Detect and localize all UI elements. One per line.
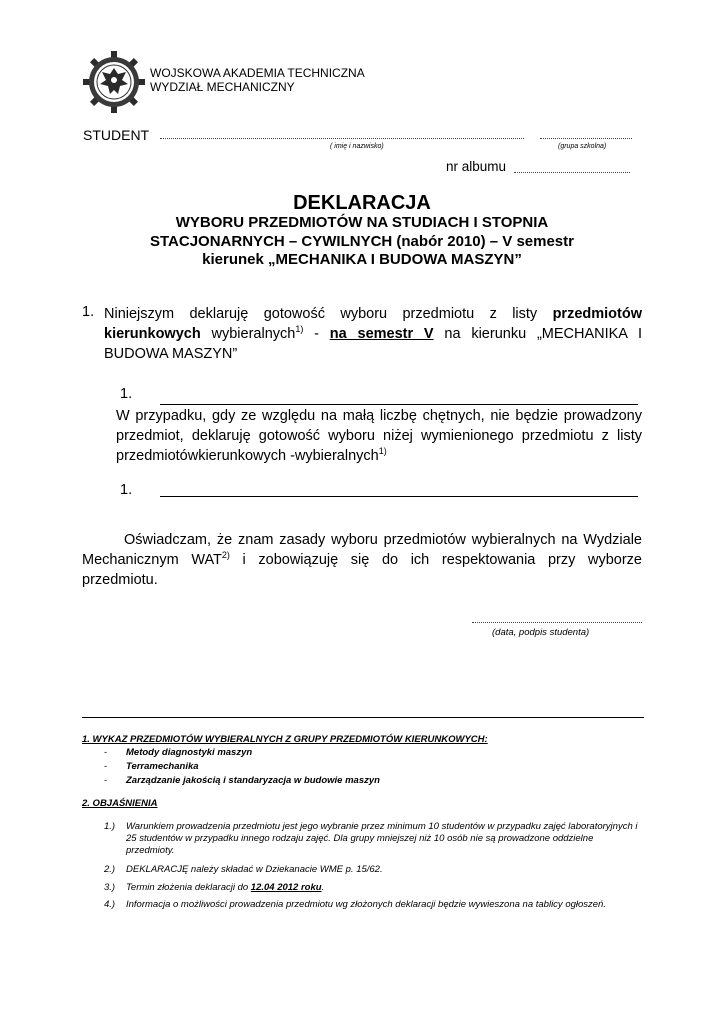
subject-name: Terramechanika <box>126 761 199 772</box>
choice-1-field[interactable] <box>160 404 638 405</box>
group-caption: (grupa szkolna) <box>558 143 607 150</box>
subtitle-line-1: WYBORU PRZEDMIOTÓW NA STUDIACH I STOPNIA <box>175 214 549 231</box>
explanation-item <box>104 899 644 911</box>
statement-paragraph <box>82 530 642 590</box>
fallback-paragraph <box>116 406 642 466</box>
deadline-text: Termin złożenia deklaracji do <box>126 882 251 893</box>
statement-text-a: Oświadczam, że znam zasady wyboru przedmiotów wybieralnych na Wydziale Mechanicznym WAT <box>82 532 642 568</box>
subject-name: Metody diagnostyki maszyn <box>126 747 253 758</box>
name-caption: ( imię i nazwisko) <box>330 143 384 150</box>
section-divider <box>82 717 644 718</box>
subjects-heading: 1. WYKAZ PRZEDMIOTÓW WYBIERALNYCH Z GRUPY PRZEDMIOTÓW KIERUNKOWYCH: <box>82 734 488 745</box>
subtitle-line-3: kierunek „MECHANIKA I BUDOWA MASZYN” <box>202 251 522 268</box>
document-title: DEKLARACJA <box>293 192 431 214</box>
footnote-ref-1: 1) <box>295 324 304 335</box>
album-number-label: nr albumu <box>446 159 507 174</box>
subtitle-line-2: STACJONARNYCH – CYWILNYCH (nabór 2010) – V semestr <box>150 233 574 250</box>
explanations-heading: 2. OBJAŚNIENIA <box>82 798 158 809</box>
institution-header <box>150 66 365 94</box>
explanation-item <box>104 821 644 857</box>
deadline-date: 12.04 2012 roku <box>250 882 322 893</box>
explanation-text: Informacja o możliwości prowadzenia przedmiotu wg złożonych deklaracji będzie wywieszona na tablicy ogłoszeń. <box>126 899 606 910</box>
choice-2-number: 1. <box>120 482 133 498</box>
signature-field[interactable] <box>472 622 642 623</box>
explanation-number: 3.) <box>104 882 116 893</box>
declaration-semester: na semestr V <box>329 326 434 342</box>
deadline-period: . <box>321 882 325 893</box>
institution-name: WOJSKOWA AKADEMIA TECHNICZNA <box>150 66 365 80</box>
choice-1-number: 1. <box>120 386 133 402</box>
explanation-text <box>126 882 644 894</box>
declaration-text-b: wybieralnych <box>200 326 296 342</box>
album-number-field[interactable] <box>514 172 630 173</box>
student-label: STUDENT <box>83 127 150 143</box>
explanation-number: 1.) <box>104 821 116 832</box>
list-item: - Zarządzanie jakością i standaryzacja w budowie maszyn <box>104 775 380 786</box>
declaration-paragraph <box>104 304 642 364</box>
declaration-text-a: Niniejszym deklaruję gotowość wyboru przedmiotu z listy <box>104 306 553 322</box>
declaration-text-c: - <box>303 326 330 342</box>
list-item: - Terramechanika <box>104 761 199 772</box>
declaration-bold-a: przedmiotów kierunkowych <box>104 306 642 342</box>
wat-logo-icon <box>82 50 146 114</box>
explanation-text: DEKLARACJĘ należy składać w Dziekanacie WME p. 15/62. <box>126 864 383 875</box>
footnote-ref-2: 2) <box>221 550 230 561</box>
explanation-number: 4.) <box>104 899 116 910</box>
faculty-name: WYDZIAŁ MECHANICZNY <box>150 80 295 94</box>
explanation-item <box>104 864 644 876</box>
explanation-item <box>104 882 644 894</box>
subject-name: Zarządzanie jakością i standaryzacja w budowie maszyn <box>126 775 380 786</box>
declaration-text-d: na kierunku „MECHANIKA I BUDOWA MASZYN” <box>104 326 643 362</box>
choice-2-field[interactable] <box>160 496 638 497</box>
student-name-field[interactable] <box>160 138 524 139</box>
signature-caption: (data, podpis studenta) <box>492 627 590 638</box>
statement-text-b: i zobowiązuję się do ich respektowania przy wyborze przedmiotu. <box>82 552 642 588</box>
fallback-text: W przypadku, gdy ze względu na małą liczbę chętnych, nie będzie prowadzony przedmiot, deklaruję gotowość wyboru niżej wymienionego przedmiotu z listy przedmiotówkierunkowych -wybieralnych <box>116 408 642 464</box>
student-group-field[interactable] <box>540 138 632 139</box>
footnote-ref-1b: 1) <box>378 446 387 457</box>
explanation-text: Warunkiem prowadzenia przedmiotu jest jego wybranie przez minimum 10 studentów w przypadku zajęć laboratoryjnych i 25 studentów w przypadku innego rodzaju zajęć. Dla grupy mniejszej niż 10 osób nie są prowadzone oddzielne przedmioty. <box>126 821 638 856</box>
declaration-number: 1. <box>82 304 95 320</box>
list-item: - Metody diagnostyki maszyn <box>104 747 253 758</box>
explanation-number: 2.) <box>104 864 116 875</box>
